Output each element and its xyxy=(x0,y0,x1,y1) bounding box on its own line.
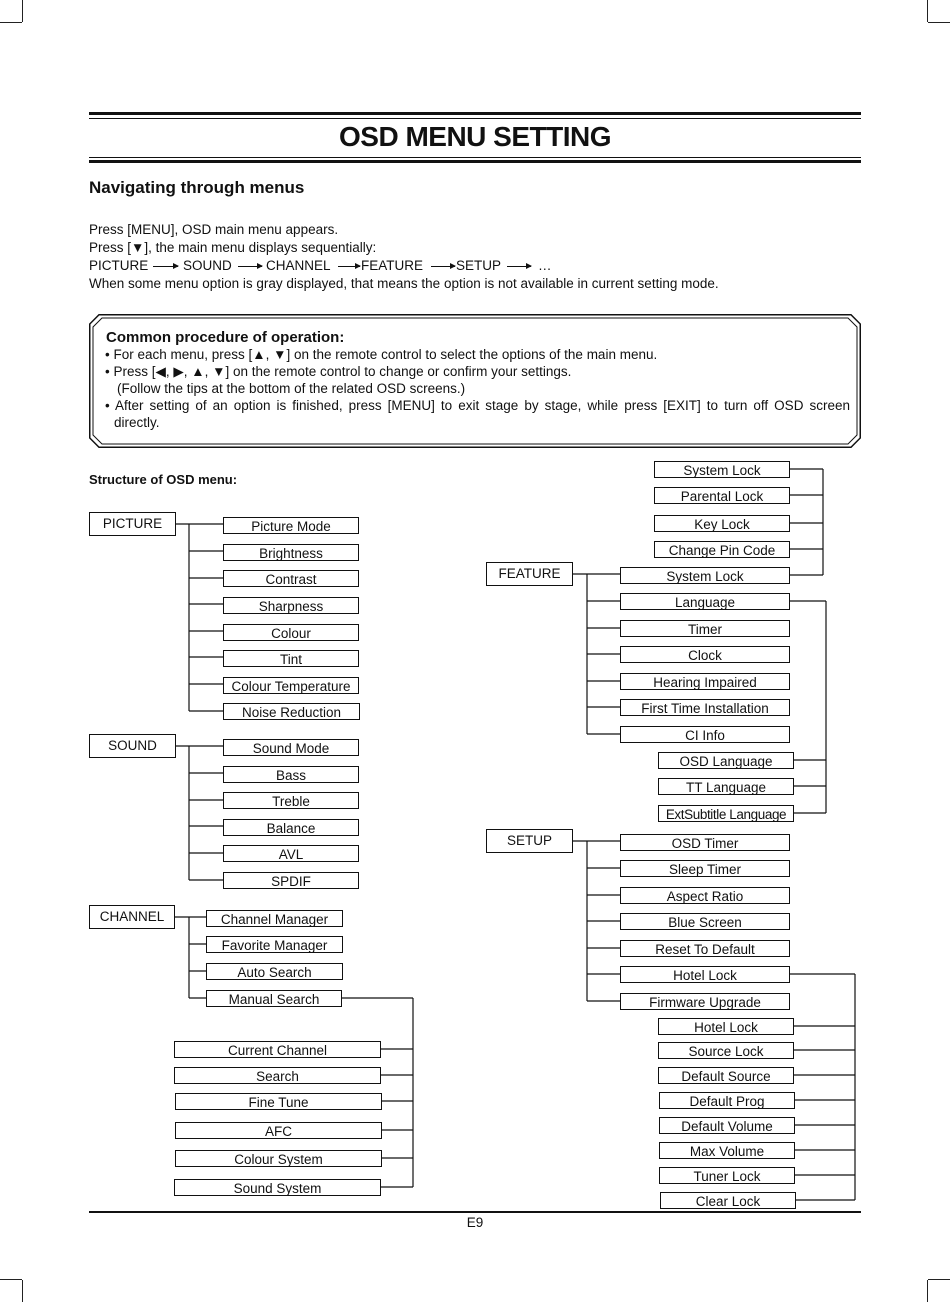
hotel-lock-item: Hotel Lock xyxy=(658,1018,794,1035)
procedure-line: • After setting of an option is finished, press [MENU] to exit stage by stage, while press [EXIT] to turn off OSD screen xyxy=(105,398,850,413)
hotel-lock-item: Default Source xyxy=(658,1067,794,1084)
channel-item: Favorite Manager xyxy=(206,936,343,953)
channel-item: Auto Search xyxy=(206,963,343,980)
picture-item: Picture Mode xyxy=(223,517,359,534)
hotel-lock-item: Max Volume xyxy=(659,1142,795,1159)
language-item: OSD Language xyxy=(658,752,794,769)
setup-item: Sleep Timer xyxy=(620,860,790,877)
feature-item: Timer xyxy=(620,620,790,637)
hotel-lock-item: Default Prog xyxy=(659,1092,795,1109)
setup-item: Firmware Upgrade xyxy=(620,993,790,1010)
menu-feature: FEATURE xyxy=(486,562,573,586)
channel-item: Channel Manager xyxy=(206,910,343,927)
manual-search-item: Fine Tune xyxy=(175,1093,382,1110)
manual-search-item: Sound System xyxy=(174,1179,381,1196)
channel-item: Manual Search xyxy=(206,990,342,1007)
sound-item: Treble xyxy=(223,792,359,809)
system-lock-item: Parental Lock xyxy=(654,487,790,504)
procedure-line: directly. xyxy=(114,415,160,430)
procedure-title: Common procedure of operation: xyxy=(106,329,345,346)
picture-item: Contrast xyxy=(223,570,359,587)
manual-search-item: Search xyxy=(174,1067,381,1084)
intro-line: Press [MENU], OSD main menu appears. xyxy=(89,222,339,237)
picture-item: Colour xyxy=(223,624,359,641)
hotel-lock-item: Default Volume xyxy=(659,1117,795,1134)
manual-search-item: Current Channel xyxy=(174,1041,381,1058)
hotel-lock-item: Clear Lock xyxy=(660,1192,796,1209)
menu-sound: SOUND xyxy=(89,734,176,758)
system-lock-item: Change Pin Code xyxy=(654,541,790,558)
feature-item: System Lock xyxy=(620,567,790,584)
picture-item: Tint xyxy=(223,650,359,667)
setup-item: Aspect Ratio xyxy=(620,887,790,904)
system-lock-item: System Lock xyxy=(654,461,790,478)
language-item: ExtSubtitle Language xyxy=(658,805,794,822)
procedure-line: (Follow the tips at the bottom of the related OSD screens.) xyxy=(117,381,466,396)
feature-item: First Time Installation xyxy=(620,699,790,716)
intro-line: When some menu option is gray displayed, that means the option is not available in current setting mode. xyxy=(89,276,719,291)
section-heading: Navigating through menus xyxy=(89,178,305,197)
feature-item: Hearing Impaired xyxy=(620,673,790,690)
intro-line: Press [▼], the main menu displays sequentially: xyxy=(89,240,377,255)
picture-item: Colour Temperature xyxy=(223,677,359,694)
flow-item: … xyxy=(538,258,552,273)
manual-search-item: AFC xyxy=(175,1122,382,1139)
flow-item: SOUND xyxy=(183,258,232,273)
flow-item: SETUP xyxy=(456,258,502,273)
flow-item: PICTURE xyxy=(89,258,149,273)
feature-item: Clock xyxy=(620,646,790,663)
menu-setup: SETUP xyxy=(486,829,573,853)
footer-rule xyxy=(89,1211,861,1213)
manual-search-item: Colour System xyxy=(175,1150,382,1167)
sound-item: AVL xyxy=(223,845,359,862)
hotel-lock-item: Source Lock xyxy=(658,1042,794,1059)
setup-item: Blue Screen xyxy=(620,913,790,930)
procedure-line: • Press [◀, ▶, ▲, ▼] on the remote control to change or confirm your settings. xyxy=(105,364,572,379)
sound-item: SPDIF xyxy=(223,872,359,889)
menu-channel: CHANNEL xyxy=(89,905,175,929)
sound-item: Sound Mode xyxy=(223,739,359,756)
feature-item: CI Info xyxy=(620,726,790,743)
system-lock-item: Key Lock xyxy=(654,515,790,532)
language-item: TT Language xyxy=(658,778,794,795)
menu-picture: PICTURE xyxy=(89,512,176,536)
setup-item: OSD Timer xyxy=(620,834,790,851)
setup-item: Hotel Lock xyxy=(620,966,790,983)
setup-item: Reset To Default xyxy=(620,940,790,957)
procedure-line: • For each menu, press [▲, ▼] on the remote control to select the options of the main menu. xyxy=(105,347,658,362)
flow-item: CHANNEL xyxy=(266,258,331,273)
hotel-lock-item: Tuner Lock xyxy=(659,1167,795,1184)
picture-item: Brightness xyxy=(223,544,359,561)
structure-heading: Structure of OSD menu: xyxy=(89,472,238,487)
sound-item: Balance xyxy=(223,819,359,836)
picture-item: Noise Reduction xyxy=(223,703,360,720)
feature-item: Language xyxy=(620,593,790,610)
sound-item: Bass xyxy=(223,766,359,783)
page-title: OSD MENU SETTING xyxy=(338,121,611,152)
picture-item: Sharpness xyxy=(223,597,359,614)
flow-item: FEATURE xyxy=(361,258,424,273)
page-number: E9 xyxy=(466,1215,484,1230)
